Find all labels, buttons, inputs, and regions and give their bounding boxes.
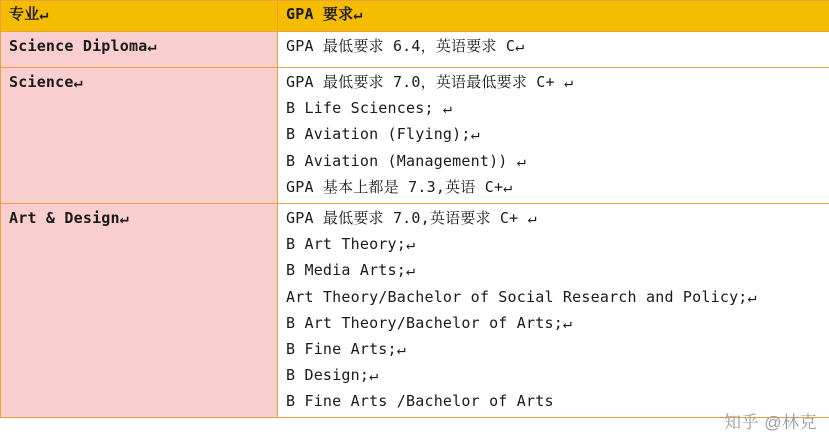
requirement-line: GPA 基本上都是 7.3,英语 C+↵ <box>286 177 513 196</box>
column-header-major: 专业↵ <box>1 1 278 32</box>
table-row <box>1 203 829 418</box>
major-name: Art & Design↵ <box>1 203 278 418</box>
requirement-line: GPA 最低要求 6.4，英语要求 C↵ <box>286 37 525 55</box>
column-header-gpa: GPA 要求↵ <box>278 1 829 32</box>
table-row <box>1 68 829 204</box>
gpa-requirements <box>278 203 829 418</box>
table-row <box>1 32 829 68</box>
requirement-line: B Fine Arts /Bachelor of Arts <box>286 392 554 411</box>
requirement-line: B Design;↵ <box>286 366 379 385</box>
requirement-line: GPA 最低要求 7.0，英语最低要求 C+ ↵ <box>286 73 574 91</box>
requirement-line: Art Theory/Bachelor of Social Research and Policy;↵ <box>286 287 757 306</box>
requirement-line: B Fine Arts;↵ <box>286 339 406 358</box>
requirement-line: B Aviation (Flying);↵ <box>286 125 480 144</box>
gpa-requirements <box>278 32 829 68</box>
requirement-line: B Art Theory/Bachelor of Arts;↵ <box>286 313 573 332</box>
watermark: 知乎 @林克 <box>724 413 817 432</box>
requirement-line: GPA 最低要求 7.0,英语要求 C+ ↵ <box>286 208 537 227</box>
major-name: Science↵ <box>1 68 278 204</box>
table-header <box>1 1 829 32</box>
table-body <box>1 32 829 418</box>
major-name: Science Diploma↵ <box>1 32 278 68</box>
requirement-line: B Life Sciences; ↵ <box>286 99 453 118</box>
requirement-line: B Art Theory;↵ <box>286 235 416 254</box>
requirement-line: B Aviation (Management)) ↵ <box>286 151 526 170</box>
table-header-row <box>1 1 829 32</box>
gpa-requirements <box>278 68 829 204</box>
requirement-line: B Media Arts;↵ <box>286 261 416 280</box>
